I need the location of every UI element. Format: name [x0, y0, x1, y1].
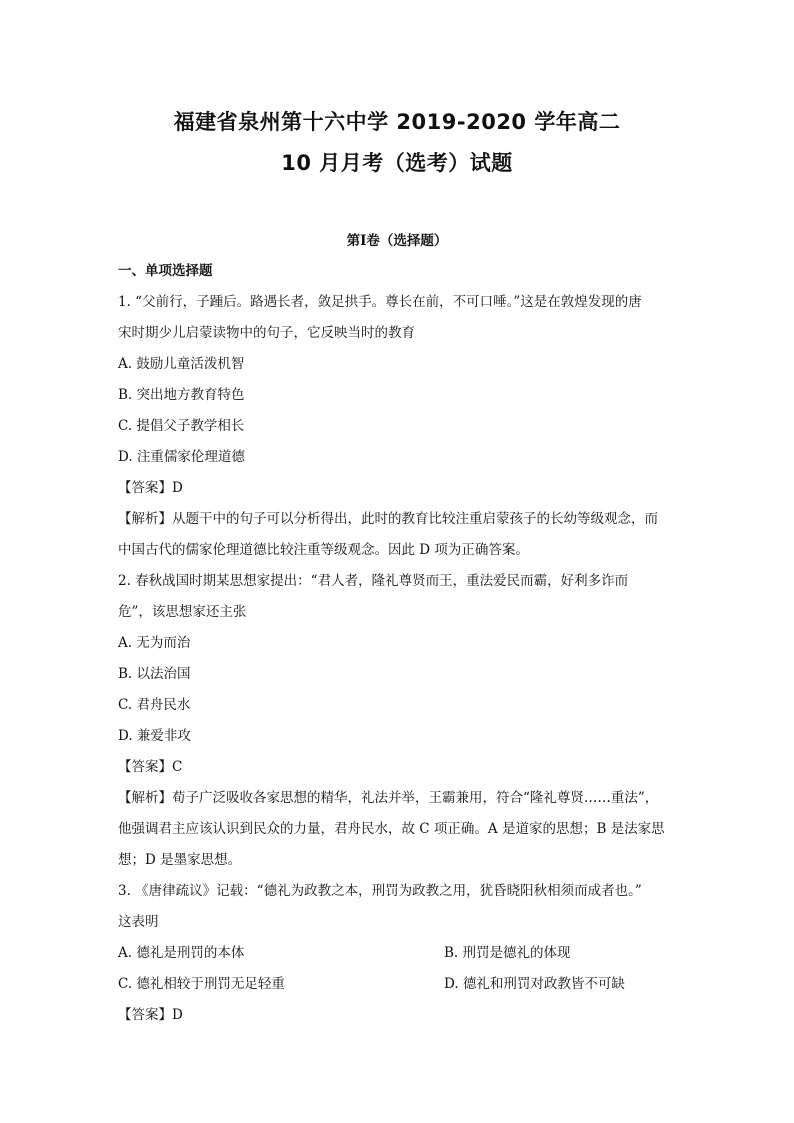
q1-answer: 【答案】D	[118, 480, 183, 496]
q1-stem-line2: 宋时期少儿启蒙读物中的句子，它反映当时的教育	[118, 325, 415, 341]
q2-option-d: D. 兼爱非攻	[118, 728, 191, 744]
q1-stem-line1: 1. “父前行，子踵后。路遇长者，敛足拱手。尊长在前，不可口唾。”这是在敦煌发现的唐	[118, 294, 642, 310]
q1-analysis-line2: 中国古代的儒家伦理道德比较注重等级观念。因此 D 项为正确答案。	[118, 542, 529, 558]
q1-option-d: D. 注重儒家伦理道德	[118, 449, 245, 465]
q2-option-b: B. 以法治国	[118, 666, 191, 682]
q3-option-a: A. 德礼是刑罚的本体	[118, 945, 245, 961]
q3-answer: 【答案】D	[118, 1007, 183, 1023]
q3-option-c: C. 德礼相较于刑罚无足轻重	[118, 976, 285, 992]
q2-stem-line1: 2. 春秋战国时期某思想家提出：“君人者，隆礼尊贤而王，重法爱民而霸，好利多诈而	[118, 573, 629, 589]
q2-option-c: C. 君舟民水	[118, 697, 191, 713]
q3-stem-line2: 这表明	[118, 914, 159, 930]
q1-analysis-line1: 【解析】从题干中的句子可以分析得出，此时的教育比较注重启蒙孩子的长幼等级观念，而	[118, 511, 658, 527]
q1-option-a: A. 鼓励儿童活泼机智	[118, 356, 245, 372]
q2-analysis-line2: 他强调君主应该认识到民众的力量，君舟民水，故 C 项正确。A 是道家的思想；B 是法家思	[118, 821, 665, 837]
q2-analysis-line1: 【解析】荀子广泛吸收各家思想的精华，礼法并举，王霸兼用，符合“隆礼尊贤……重法”，	[118, 790, 659, 806]
document-title-line2: 10 月月考（选考）试题	[281, 151, 513, 175]
section-heading: 一、单项选择题	[118, 263, 213, 279]
q3-option-d: D. 德礼和刑罚对政教皆不可缺	[444, 976, 625, 992]
q2-stem-line2: 危”，该思想家还主张	[118, 604, 247, 620]
q3-option-b: B. 刑罚是德礼的体现	[444, 945, 571, 961]
q1-option-c: C. 提倡父子教学相长	[118, 418, 245, 434]
q3-stem-line1: 3. 《唐律疏议》记载：“德礼为政教之本，刑罚为政教之用，犹昏晓阳秋相须而成者也。”	[118, 883, 642, 899]
q2-answer: 【答案】C	[118, 759, 183, 775]
q1-option-b: B. 突出地方教育特色	[118, 387, 245, 403]
q2-analysis-line3: 想；D 是墨家思想。	[118, 852, 242, 868]
document-title-line1: 福建省泉州第十六中学 2019-2020 学年高二	[173, 110, 621, 134]
q2-option-a: A. 无为而治	[118, 635, 191, 651]
volume-label: 第Ⅰ卷（选择题）	[346, 233, 448, 249]
